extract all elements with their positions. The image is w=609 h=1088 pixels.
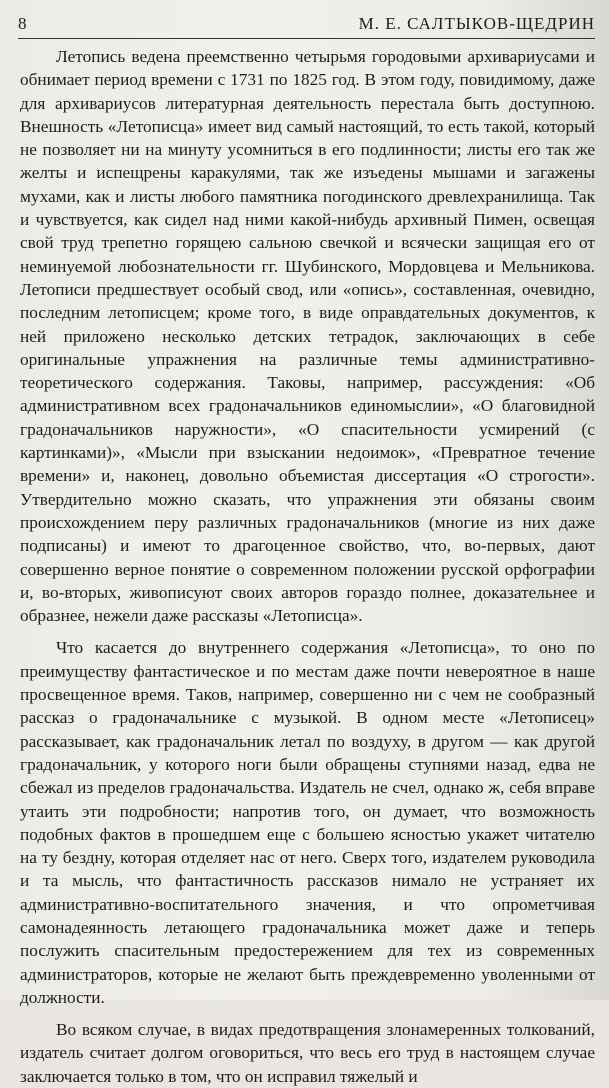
body-text bbox=[20, 45, 595, 1088]
running-head: М. Е. САЛТЫКОВ-ЩЕДРИН bbox=[358, 14, 595, 33]
page-header bbox=[18, 9, 595, 39]
page-number: 8 bbox=[18, 14, 27, 33]
paragraph: Во всяком случае, в видах предотвращения злонамеренных толкований, издатель считает долгом оговориться, что весь его труд в настоящем случае заключается только в том, что он исправил тяжелый и bbox=[20, 1020, 595, 1086]
paragraph: Что касается до внутреннего содержания «Летописца», то оно по преимуществу фантастическое и по местам даже почти невероятное в наше просвещенное время. Таков, например, совершенно ни с чем не сообразный рассказ о градоначальнике с музыкой. В одном месте «Летописец» рассказывает, как градоначальник летал по воздуху, в другом — как другой градоначальник, у которого ноги были обращены ступнями назад, едва не сбежал из пределов градоначальства. Издатель не счел, однако ж, себя вправе утаить эти подробности; напротив того, он думает, что возможность подобных фактов в прошедшем еще с большею ясностью укажет читателю на ту бездну, которая отделяет нас от него. Сверх того, издателем руководила и та мысль, что фантастичность рассказов нимало не устраняет их административно-воспитательного значения, и что опрометчивая самонадеянность летающего градоначальника может даже и теперь послужить спасительным предостережением для тех из современных администраторов, которые не желают быть преждевременно уволенными от должности. bbox=[20, 638, 595, 1007]
paragraph: Летопись ведена преемственно четырьмя городовыми архивариусами и обнимает период времени с 1731 по 1825 год. В этом году, повидимому, даже для архивариусов литературная деятельность перестала быть доступною. Внешность «Летописца» имеет вид самый настоящий, то есть такой, который не позволяет ни на минуту усомниться в его подлинности; листы его так же желты и испещрены каракулями, так же изъедены мышами и загажены мухами, как и листы любого памятника погодинского древлехранилища. Так и чувствуется, как сидел над ними какой-нибудь архивный Пимен, освещая свой труд трепетно горящею сальною свечкой и всячески защищая его от неминуемой любознательности гг. Шубинского, Мордовцева и Мельникова. Летописи предшествует особый свод, или «опись», составленная, очевидно, последним летописцем; кроме того, в виде оправдательных документов, к ней приложено несколько детских тетрадок, заключающих в себе оригинальные упражнения на различные темы административно-теоретического содержания. Таковы, например, рассуждения: «Об административном всех градоначальников единомыслии», «О благовидной градоначальников наружности», «О спасительности усмирений (с картинками)», «Мысли при взыскании недоимок», «Превратное течение времени» и, наконец, довольно объемистая диссертация «О строгости». Утвердительно можно сказать, что упражнения эти обязаны своим происхождением перу различных градоначальников (многие из них даже подписаны) и имеют то драгоценное свойство, что, во-первых, дают совершенно верное понятие о современном положении русской орфографии и, во-вторых, живописуют своих авторов гораздо полнее, доказательнее и образнее, нежели даже рассказы «Летописца». bbox=[20, 47, 595, 626]
